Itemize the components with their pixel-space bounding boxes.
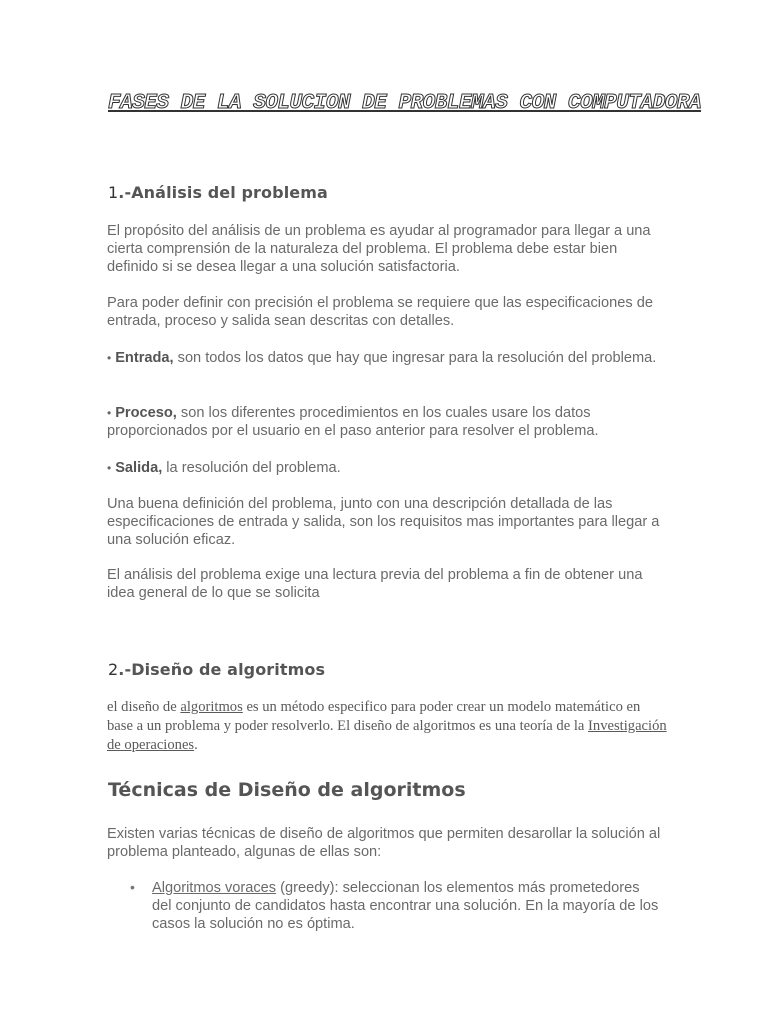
techniques-heading: Técnicas de Diseño de algoritmos (108, 779, 466, 801)
section-1-paragraph-2: Para poder definir con precisión el problema se requiere que las especificaciones de entrada, proceso y salida sean descritas con detalles. (107, 295, 653, 329)
bullet-salida (107, 459, 667, 477)
bullet-text: la resolución del problema. (162, 460, 341, 476)
bullet-icon: • (107, 351, 112, 365)
section-2-paragraph (107, 698, 667, 755)
techniques-intro: Existen varias técnicas de diseño de algoritmos que permiten desarollar la solución al problema planteado, algunas de ellas son: (107, 826, 661, 860)
section-1-paragraph-3: Una buena definición del problema, junto con una descripción detallada de las especificaciones de entrada y salida, son los requisitos mas importantes para llegar a una solución eficaz. (107, 496, 660, 548)
page-title: FASES DE LA SOLUCION DE PROBLEMAS CON COMPUTADORA (108, 92, 702, 115)
bullet-entrada (107, 349, 667, 367)
section-2-heading (108, 660, 325, 679)
section-2-number: 2 (108, 660, 119, 679)
bullet-term: Salida, (115, 460, 163, 476)
section-1-number: 1 (108, 183, 119, 202)
section-2-title: .-Diseño de algoritmos (118, 660, 326, 679)
bullet-icon: • (107, 406, 112, 420)
list-bullet-icon: • (130, 879, 135, 895)
section-1-paragraph-4: El análisis del problema exige una lectura previa del problema a fin de obtener una idea general de lo que se solicita (107, 567, 643, 601)
paragraph-text: es un método especifico para poder crear un modelo matemático en base a un problema y poder resolverlo. El diseño de algoritmos es una teoría de la (107, 699, 641, 734)
section-1-heading (108, 183, 328, 202)
investigacion-operaciones-link[interactable]: Investigación de operaciones (107, 718, 667, 753)
paragraph-text: el diseño de (107, 699, 181, 715)
bullet-text: son todos los datos que hay que ingresar para la resolución del problema. (173, 350, 657, 366)
bullet-text: son los diferentes procedimientos en los cuales usare los datos proporcionados por el usuario en el paso anterior para resolver el problema. (107, 405, 599, 439)
algoritmos-voraces-link[interactable]: Algoritmos voraces (152, 880, 277, 896)
algoritmos-link[interactable]: algoritmos (180, 699, 243, 715)
section-1-title: .-Análisis del problema (118, 183, 328, 202)
section-1-paragraph-1: El propósito del análisis de un problema es ayudar al programador para llegar a una cierta comprensión de la naturaleza del problema. El problema debe estar bien definido si se desea llegar a una solución satisfactoria. (107, 223, 651, 275)
technique-item-greedy (152, 879, 662, 933)
bullet-icon: • (107, 461, 112, 475)
technique-item-text: (greedy): seleccionan los elementos más prometedores del conjunto de candidatos hasta encontrar una solución. En la mayoría de los casos la solución no es óptima. (152, 880, 659, 932)
paragraph-text: . (194, 737, 198, 753)
bullet-term: Proceso, (115, 405, 177, 421)
bullet-proceso (107, 404, 667, 440)
bullet-term: Entrada, (115, 350, 174, 366)
